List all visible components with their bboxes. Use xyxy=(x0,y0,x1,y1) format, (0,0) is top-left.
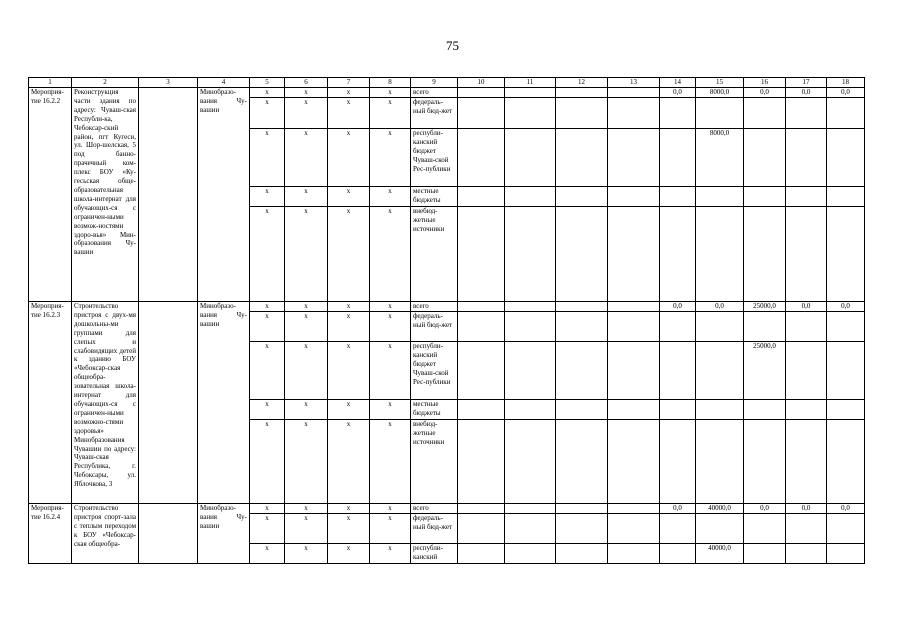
code-cell: x xyxy=(370,342,411,400)
value-cell: 40000,0 xyxy=(696,504,744,514)
empty-cell xyxy=(505,504,556,514)
value-cell xyxy=(660,312,696,342)
code-cell: x xyxy=(250,342,285,400)
empty-cell xyxy=(556,187,608,207)
funding-source-cell: внебюд-жетные источники xyxy=(411,207,458,302)
value-cell xyxy=(827,98,865,129)
header-cell: 18 xyxy=(827,78,865,88)
value-cell xyxy=(744,400,786,420)
value-cell xyxy=(827,312,865,342)
empty-cell xyxy=(458,129,505,187)
value-cell xyxy=(660,400,696,420)
code-cell: x xyxy=(285,342,328,400)
empty-cell xyxy=(608,514,660,544)
empty-cell xyxy=(505,98,556,129)
code-cell: x xyxy=(328,504,370,514)
empty-cell xyxy=(458,342,505,400)
value-cell xyxy=(827,514,865,544)
value-cell xyxy=(660,342,696,400)
table-row xyxy=(29,88,865,98)
funding-source-cell: федераль-ный бюд-жет xyxy=(411,514,458,544)
measure-id-cell: Мероприя-тие 16.2.3 xyxy=(29,302,72,504)
value-cell xyxy=(660,98,696,129)
value-cell xyxy=(696,207,744,302)
funding-source-cell: республи-канский бюджет Чуваш-ской Рес-публики xyxy=(411,129,458,187)
value-cell: 40000,0 xyxy=(696,544,744,564)
value-cell xyxy=(786,514,827,544)
empty-cell xyxy=(505,88,556,98)
code-cell: x xyxy=(250,504,285,514)
value-cell: 25000,0 xyxy=(744,342,786,400)
code-cell: x xyxy=(328,420,370,504)
value-cell xyxy=(660,420,696,504)
code-cell: x xyxy=(285,302,328,312)
code-cell: x xyxy=(250,544,285,564)
value-cell: 0,0 xyxy=(786,302,827,312)
code-cell: x xyxy=(250,400,285,420)
page-number: 75 xyxy=(446,38,459,53)
value-cell xyxy=(827,400,865,420)
header-cell: 11 xyxy=(505,78,556,88)
funding-source-cell: федераль-ный бюд-жет xyxy=(411,312,458,342)
value-cell xyxy=(786,187,827,207)
code-cell: x xyxy=(285,504,328,514)
code-cell: x xyxy=(328,514,370,544)
code-cell: x xyxy=(370,504,411,514)
value-cell xyxy=(744,187,786,207)
code-cell: x xyxy=(285,207,328,302)
value-cell xyxy=(786,342,827,400)
empty-cell xyxy=(505,129,556,187)
value-cell xyxy=(660,544,696,564)
value-cell xyxy=(696,98,744,129)
empty-cell xyxy=(556,544,608,564)
budget-table xyxy=(28,77,865,564)
empty-cell xyxy=(556,420,608,504)
code-cell: x xyxy=(370,207,411,302)
funding-source-cell: местные бюджеты xyxy=(411,400,458,420)
funding-source-cell: всего xyxy=(411,504,458,514)
value-cell xyxy=(827,129,865,187)
empty-cell xyxy=(458,302,505,312)
empty-cell xyxy=(608,88,660,98)
header-cell: 8 xyxy=(370,78,411,88)
empty-cell xyxy=(505,187,556,207)
empty-cell xyxy=(608,98,660,129)
empty-cell xyxy=(505,342,556,400)
header-cell: 17 xyxy=(786,78,827,88)
code-cell: x xyxy=(328,342,370,400)
code-cell: x xyxy=(370,129,411,187)
value-cell xyxy=(744,207,786,302)
empty-cell xyxy=(458,420,505,504)
code-cell: x xyxy=(285,420,328,504)
empty-cell xyxy=(139,302,198,504)
value-cell: 0,0 xyxy=(660,504,696,514)
value-cell xyxy=(827,420,865,504)
measure-description-cell: Строительство пристроя спорт-зала с теплым переходом к БОУ «Чебоксар-ская общеобра- xyxy=(72,504,139,564)
code-cell: x xyxy=(250,302,285,312)
code-cell: x xyxy=(250,514,285,544)
funding-source-cell: республи-канский xyxy=(411,544,458,564)
funding-source-cell: федераль-ный бюд-жет xyxy=(411,98,458,129)
empty-cell xyxy=(608,400,660,420)
code-cell: x xyxy=(285,187,328,207)
value-cell xyxy=(696,420,744,504)
code-cell: x xyxy=(285,98,328,129)
value-cell: 0,0 xyxy=(660,302,696,312)
code-cell: x xyxy=(250,187,285,207)
value-cell xyxy=(786,207,827,302)
code-cell: x xyxy=(328,312,370,342)
empty-cell xyxy=(556,129,608,187)
header-row xyxy=(29,78,865,88)
header-cell: 15 xyxy=(696,78,744,88)
table-row xyxy=(29,504,865,514)
empty-cell xyxy=(458,98,505,129)
empty-cell xyxy=(505,420,556,504)
code-cell: x xyxy=(370,88,411,98)
value-cell xyxy=(744,420,786,504)
empty-cell xyxy=(458,207,505,302)
measure-description-cell: Реконструкция части здания по адресу: Чуваш-ская Республи-ка, Чебоксар-ский район, пгт Кугеси, ул. Шор-шелская, 5 под банно-прачечный ком-плекс БОУ «Ку-гесьская обще-образовательная школа-интернат для обучающих-ся с ограничен-ными возмож-ностями здоро-вья» Мин-образования Чу-вашии xyxy=(72,88,139,302)
table-body xyxy=(29,78,865,564)
header-cell: 14 xyxy=(660,78,696,88)
code-cell: x xyxy=(285,514,328,544)
empty-cell xyxy=(608,207,660,302)
code-cell: x xyxy=(370,544,411,564)
value-cell: 25000,0 xyxy=(744,302,786,312)
code-cell: x xyxy=(250,207,285,302)
header-cell: 1 xyxy=(29,78,72,88)
header-cell: 16 xyxy=(744,78,786,88)
value-cell xyxy=(786,129,827,187)
value-cell: 0,0 xyxy=(744,88,786,98)
measure-description-cell: Строительство пристроя с двух-мя дошкольны-ми группами для слепых и слабовидящих детей к зданию БОУ «Чебоксар-ская общеобра-зовательная школа-интернат для обучающих-ся с ограничен-ными возможно-стями здоровья» Минобразования Чувашии по адресу: Чуваш-ская Республика, г. Чебоксары, ул. Яблочкова, 3 xyxy=(72,302,139,504)
value-cell xyxy=(660,187,696,207)
value-cell xyxy=(786,420,827,504)
code-cell: x xyxy=(250,98,285,129)
header-cell: 12 xyxy=(556,78,608,88)
empty-cell xyxy=(458,187,505,207)
code-cell: x xyxy=(250,129,285,187)
value-cell: 0,0 xyxy=(827,302,865,312)
value-cell xyxy=(696,312,744,342)
header-cell: 2 xyxy=(72,78,139,88)
empty-cell xyxy=(505,544,556,564)
value-cell xyxy=(744,312,786,342)
code-cell: x xyxy=(328,302,370,312)
value-cell xyxy=(696,342,744,400)
code-cell: x xyxy=(370,98,411,129)
value-cell xyxy=(827,207,865,302)
value-cell xyxy=(660,129,696,187)
code-cell: x xyxy=(328,544,370,564)
empty-cell xyxy=(556,312,608,342)
code-cell: x xyxy=(370,187,411,207)
code-cell: x xyxy=(370,420,411,504)
code-cell: x xyxy=(370,514,411,544)
empty-cell xyxy=(608,302,660,312)
header-cell: 6 xyxy=(285,78,328,88)
empty-cell xyxy=(608,544,660,564)
responsible-executor-cell: Минобразо-вания Чу-вашии xyxy=(198,302,250,504)
code-cell: x xyxy=(285,400,328,420)
empty-cell xyxy=(139,88,198,302)
empty-cell xyxy=(505,400,556,420)
funding-source-cell: внебюд-жетные источники xyxy=(411,420,458,504)
funding-source-cell: всего xyxy=(411,302,458,312)
measure-id-cell: Мероприя-тие 16.2.2 xyxy=(29,88,72,302)
code-cell: x xyxy=(250,420,285,504)
empty-cell xyxy=(139,504,198,564)
value-cell xyxy=(827,342,865,400)
funding-source-cell: всего xyxy=(411,88,458,98)
value-cell: 0,0 xyxy=(827,504,865,514)
empty-cell xyxy=(505,302,556,312)
empty-cell xyxy=(505,207,556,302)
code-cell: x xyxy=(328,98,370,129)
measure-id-cell: Мероприя-тие 16.2.4 xyxy=(29,504,72,564)
header-cell: 13 xyxy=(608,78,660,88)
value-cell xyxy=(696,187,744,207)
code-cell: x xyxy=(328,129,370,187)
code-cell: x xyxy=(250,312,285,342)
value-cell: 0,0 xyxy=(660,88,696,98)
code-cell: x xyxy=(370,302,411,312)
funding-source-cell: местные бюджеты xyxy=(411,187,458,207)
empty-cell xyxy=(458,400,505,420)
empty-cell xyxy=(505,312,556,342)
header-cell: 7 xyxy=(328,78,370,88)
value-cell xyxy=(786,98,827,129)
responsible-executor-cell: Минобразо-вания Чу-вашии xyxy=(198,88,250,302)
empty-cell xyxy=(608,129,660,187)
header-cell: 10 xyxy=(458,78,505,88)
value-cell xyxy=(744,98,786,129)
code-cell: x xyxy=(328,88,370,98)
code-cell: x xyxy=(328,400,370,420)
value-cell xyxy=(744,544,786,564)
value-cell xyxy=(660,514,696,544)
header-cell: 5 xyxy=(250,78,285,88)
header-cell: 3 xyxy=(139,78,198,88)
responsible-executor-cell: Минобразо-вания Чу-вашии xyxy=(198,504,250,564)
funding-source-cell: республи-канский бюджет Чуваш-ской Рес-публики xyxy=(411,342,458,400)
value-cell: 0,0 xyxy=(786,88,827,98)
code-cell: x xyxy=(370,312,411,342)
code-cell: x xyxy=(285,312,328,342)
empty-cell xyxy=(556,504,608,514)
empty-cell xyxy=(556,302,608,312)
value-cell: 8000,0 xyxy=(696,129,744,187)
value-cell: 0,0 xyxy=(786,504,827,514)
empty-cell xyxy=(556,207,608,302)
code-cell: x xyxy=(285,129,328,187)
value-cell xyxy=(786,312,827,342)
value-cell xyxy=(827,187,865,207)
value-cell xyxy=(696,514,744,544)
value-cell: 0,0 xyxy=(827,88,865,98)
empty-cell xyxy=(458,312,505,342)
empty-cell xyxy=(505,514,556,544)
value-cell xyxy=(696,400,744,420)
value-cell xyxy=(827,544,865,564)
value-cell xyxy=(786,400,827,420)
value-cell: 8000,0 xyxy=(696,88,744,98)
code-cell: x xyxy=(250,88,285,98)
empty-cell xyxy=(556,98,608,129)
code-cell: x xyxy=(328,187,370,207)
header-cell: 9 xyxy=(411,78,458,88)
empty-cell xyxy=(556,88,608,98)
value-cell xyxy=(786,544,827,564)
table-row xyxy=(29,302,865,312)
empty-cell xyxy=(556,342,608,400)
empty-cell xyxy=(608,187,660,207)
empty-cell xyxy=(608,504,660,514)
empty-cell xyxy=(556,400,608,420)
code-cell: x xyxy=(370,400,411,420)
header-cell: 4 xyxy=(198,78,250,88)
empty-cell xyxy=(608,342,660,400)
empty-cell xyxy=(458,504,505,514)
value-cell xyxy=(744,514,786,544)
code-cell: x xyxy=(285,88,328,98)
empty-cell xyxy=(556,514,608,544)
code-cell: x xyxy=(285,544,328,564)
empty-cell xyxy=(458,544,505,564)
empty-cell xyxy=(608,420,660,504)
value-cell: 0,0 xyxy=(744,504,786,514)
value-cell: 0,0 xyxy=(696,302,744,312)
value-cell xyxy=(744,129,786,187)
empty-cell xyxy=(458,514,505,544)
code-cell: x xyxy=(328,207,370,302)
empty-cell xyxy=(608,312,660,342)
empty-cell xyxy=(458,88,505,98)
value-cell xyxy=(660,207,696,302)
